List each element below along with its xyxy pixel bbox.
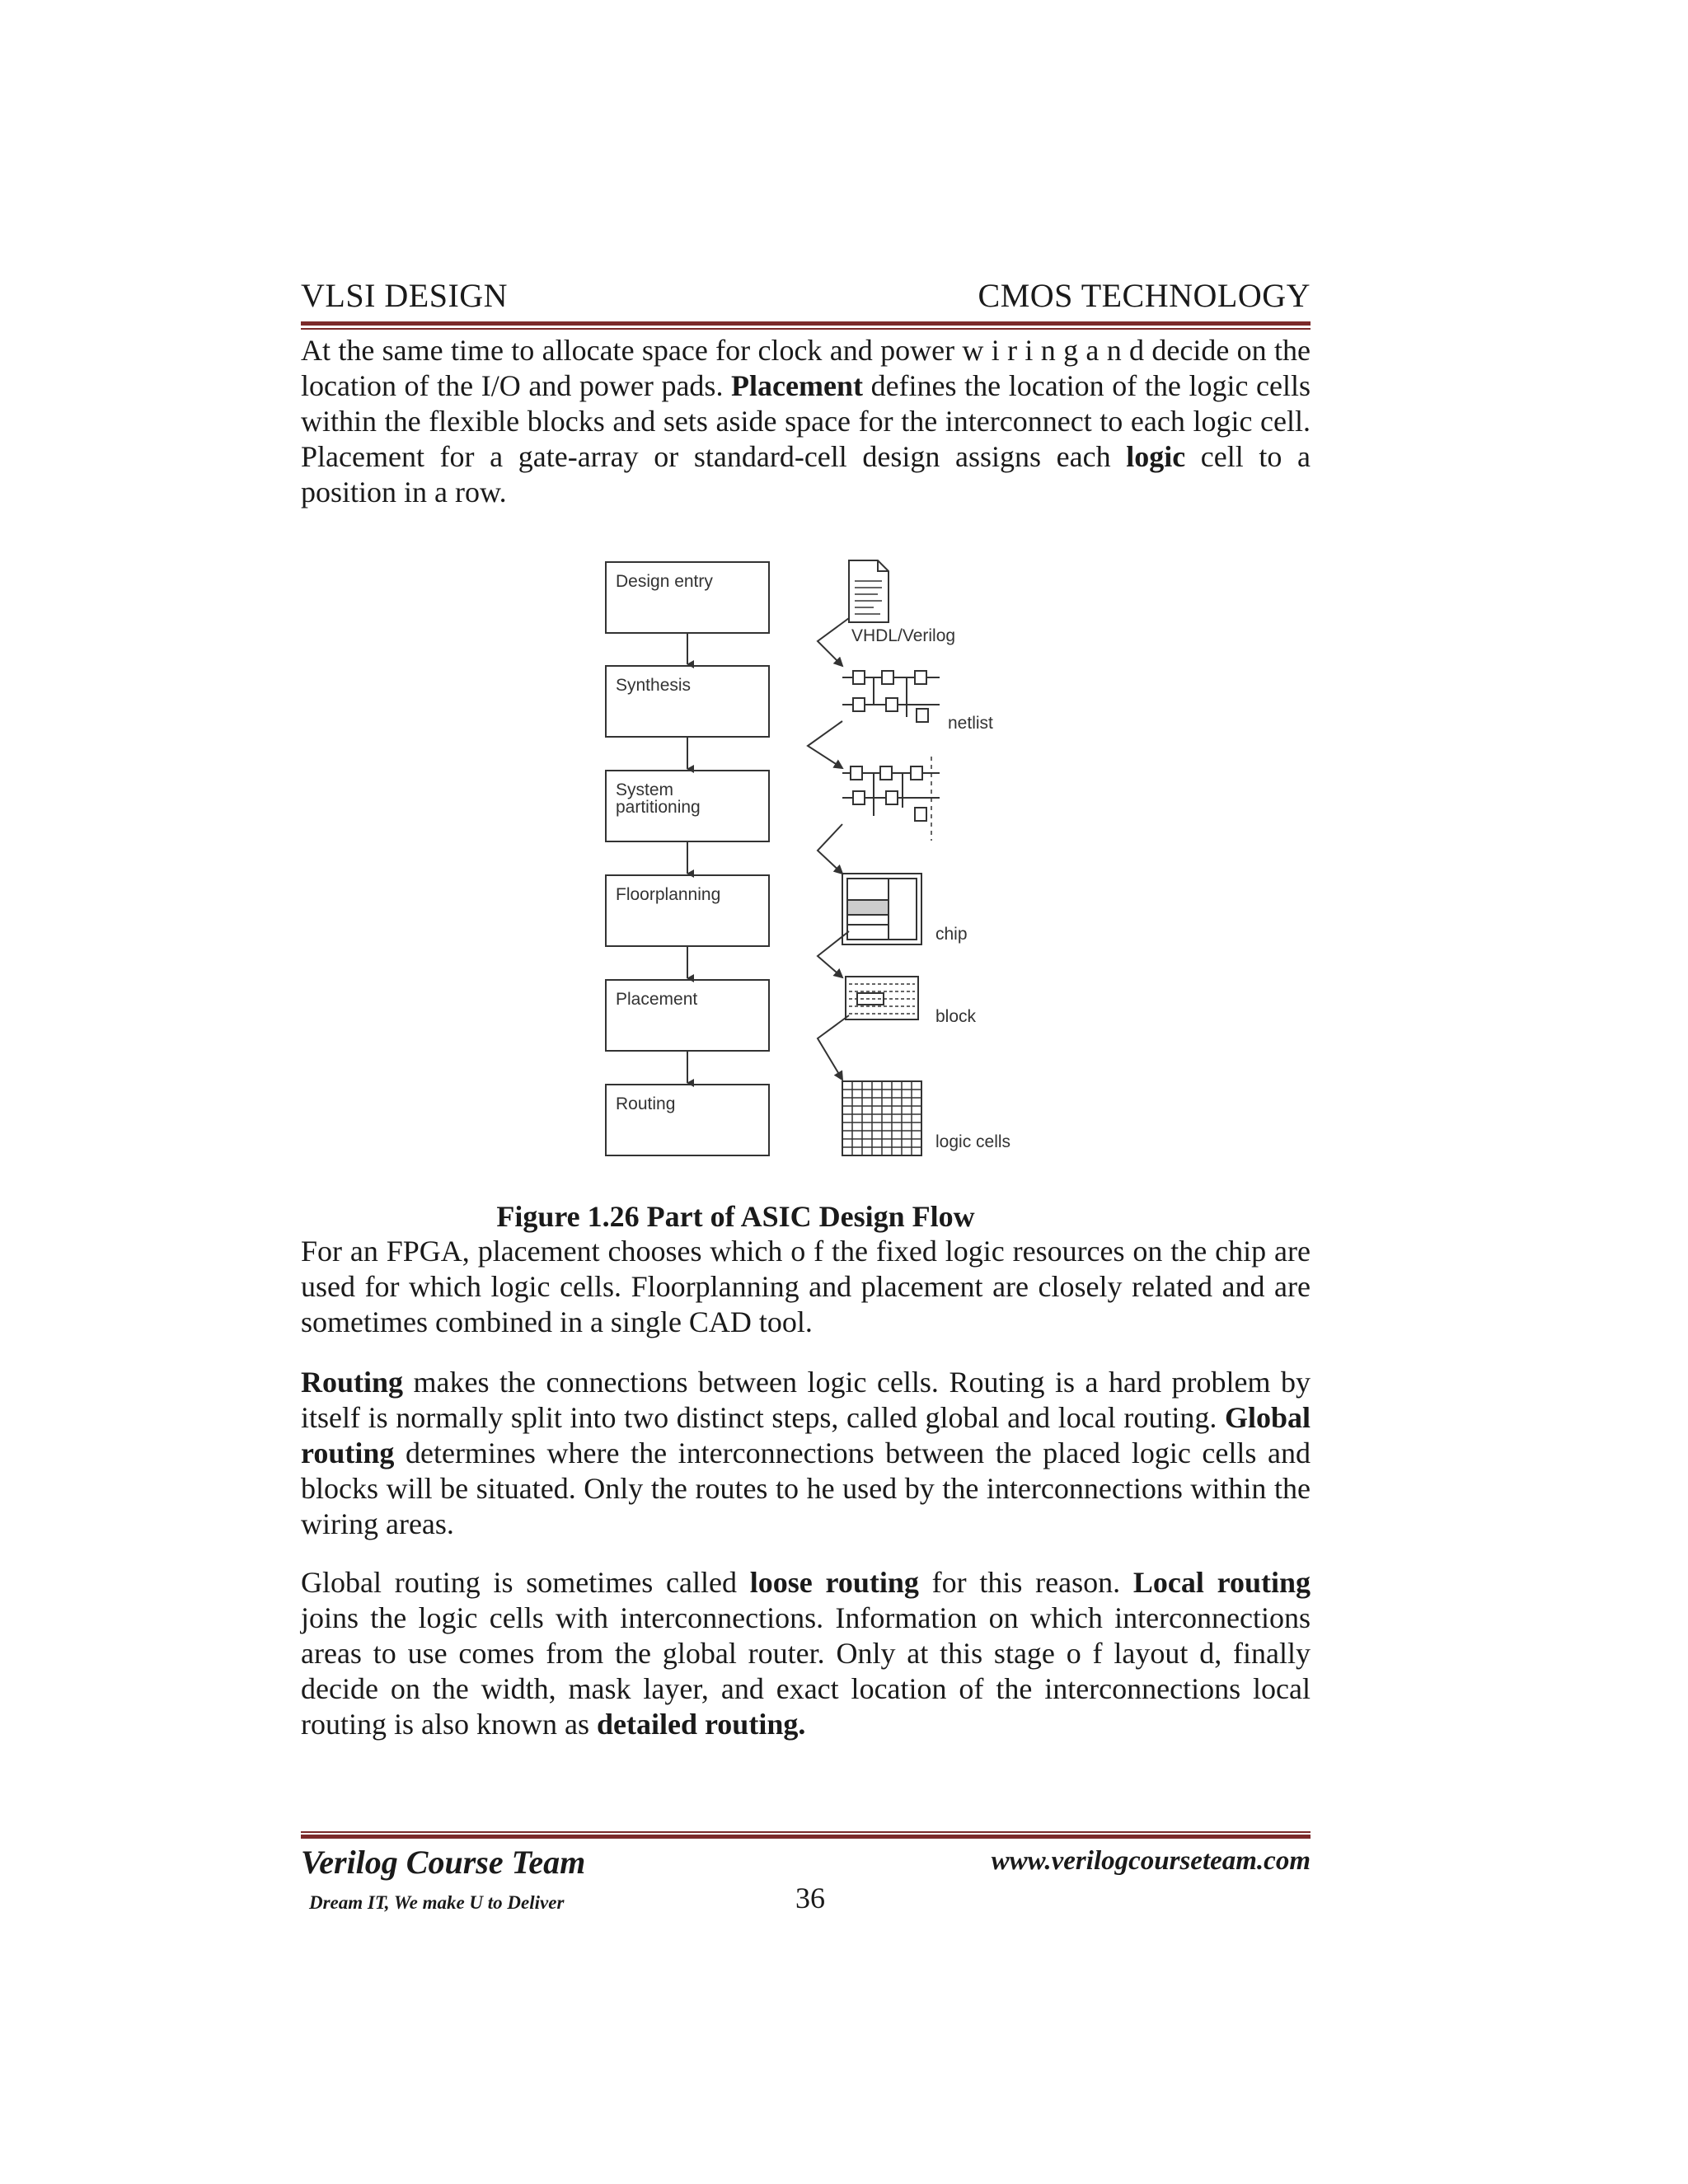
header-title-right: CMOS TECHNOLOGY — [978, 277, 1311, 314]
netlist-schematic-icon — [842, 671, 940, 722]
bold-term: Global routing — [301, 1401, 1311, 1469]
paragraph-fpga — [301, 1234, 1311, 1340]
paragraph-routing — [301, 1365, 1311, 1542]
header-title-left: VLSI DESIGN — [301, 277, 509, 314]
text-run: At the same time to allocate space for clock and power w i r i n g a n d decide on the location of the I/O and power pads. — [301, 334, 1311, 402]
text-run: Global routing is sometimes called — [301, 1566, 750, 1599]
footer-rule-thin — [301, 1831, 1311, 1833]
figure-caption: Figure 1.26 Part of ASIC Design Flow — [496, 1200, 975, 1233]
partitioned-netlist-icon — [842, 757, 940, 841]
text-run: for this reason. — [918, 1566, 1133, 1599]
label-vhdl-verilog: VHDL/Verilog — [851, 626, 956, 645]
label-block: block — [935, 1007, 977, 1026]
asic-design-flow-figure — [577, 544, 1088, 1170]
footer-tagline: Dream IT, We make U to Deliver — [309, 1892, 565, 1913]
logic-cells-icon — [842, 1081, 921, 1155]
bold-term: logic — [1126, 440, 1186, 473]
text-run: For an FPGA, placement chooses which o f the fixed logic resources on the chip are used for which logic cells. Floorplanning and placement are closely related and are sometimes combined in a single CAD tool. — [301, 1235, 1311, 1338]
label-logic-cells: logic cells — [935, 1132, 1011, 1151]
step-synthesis: Synthesis — [616, 676, 692, 695]
step-placement: Placement — [616, 990, 698, 1009]
bold-term: loose routing — [749, 1566, 919, 1599]
step-design-entry: Design entry — [616, 572, 713, 591]
chip-icon — [842, 874, 921, 944]
bold-term: Routing — [301, 1366, 404, 1399]
text-run: determines where the interconnections between the placed logic cells and blocks will be situated. Only the routes to he used by the interconnections within the wiring areas. — [301, 1436, 1311, 1540]
text-run: cell to a position in a row. — [301, 440, 1311, 509]
paragraph-placement — [301, 333, 1311, 510]
step-partitioning: partitioning — [616, 798, 701, 817]
block-icon — [846, 977, 918, 1019]
text-run: defines the location of the logic cells within the flexible blocks and sets aside space for the interconnect to each logic cell. Placement for a gate-array or standard-cell design assigns each — [301, 369, 1311, 473]
text-run: makes the connections between logic cells. Routing is a hard problem by itself is normally split into two distinct steps, called global and local routing. — [301, 1366, 1311, 1434]
bold-term: Local routing — [1132, 1566, 1311, 1599]
header-rule-thin — [301, 328, 1311, 330]
footer-url: www.verilogcourseteam.com — [991, 1846, 1311, 1876]
step-routing: Routing — [616, 1094, 676, 1113]
footer-rule — [301, 1835, 1311, 1839]
bold-term: Placement — [731, 369, 863, 402]
header-rule — [301, 321, 1311, 326]
step-floorplanning: Floorplanning — [616, 885, 721, 904]
label-netlist: netlist — [948, 714, 993, 733]
bold-term: detailed routing. — [596, 1708, 806, 1741]
paragraph-local-routing — [301, 1565, 1311, 1742]
connector-arrows — [808, 618, 849, 1080]
step-system: System — [616, 780, 674, 799]
footer-title: Verilog Course Team — [301, 1844, 586, 1881]
label-chip: chip — [935, 925, 968, 944]
document-icon — [849, 560, 889, 622]
page-number: 36 — [795, 1882, 825, 1915]
text-run: joins the logic cells with interconnections. Information on which interconnections areas to use comes from the global router. Only at this stage o f layout d, finally decide on the width, mask layer, and exact location of the interconnections local routing is also known as — [301, 1601, 1311, 1741]
